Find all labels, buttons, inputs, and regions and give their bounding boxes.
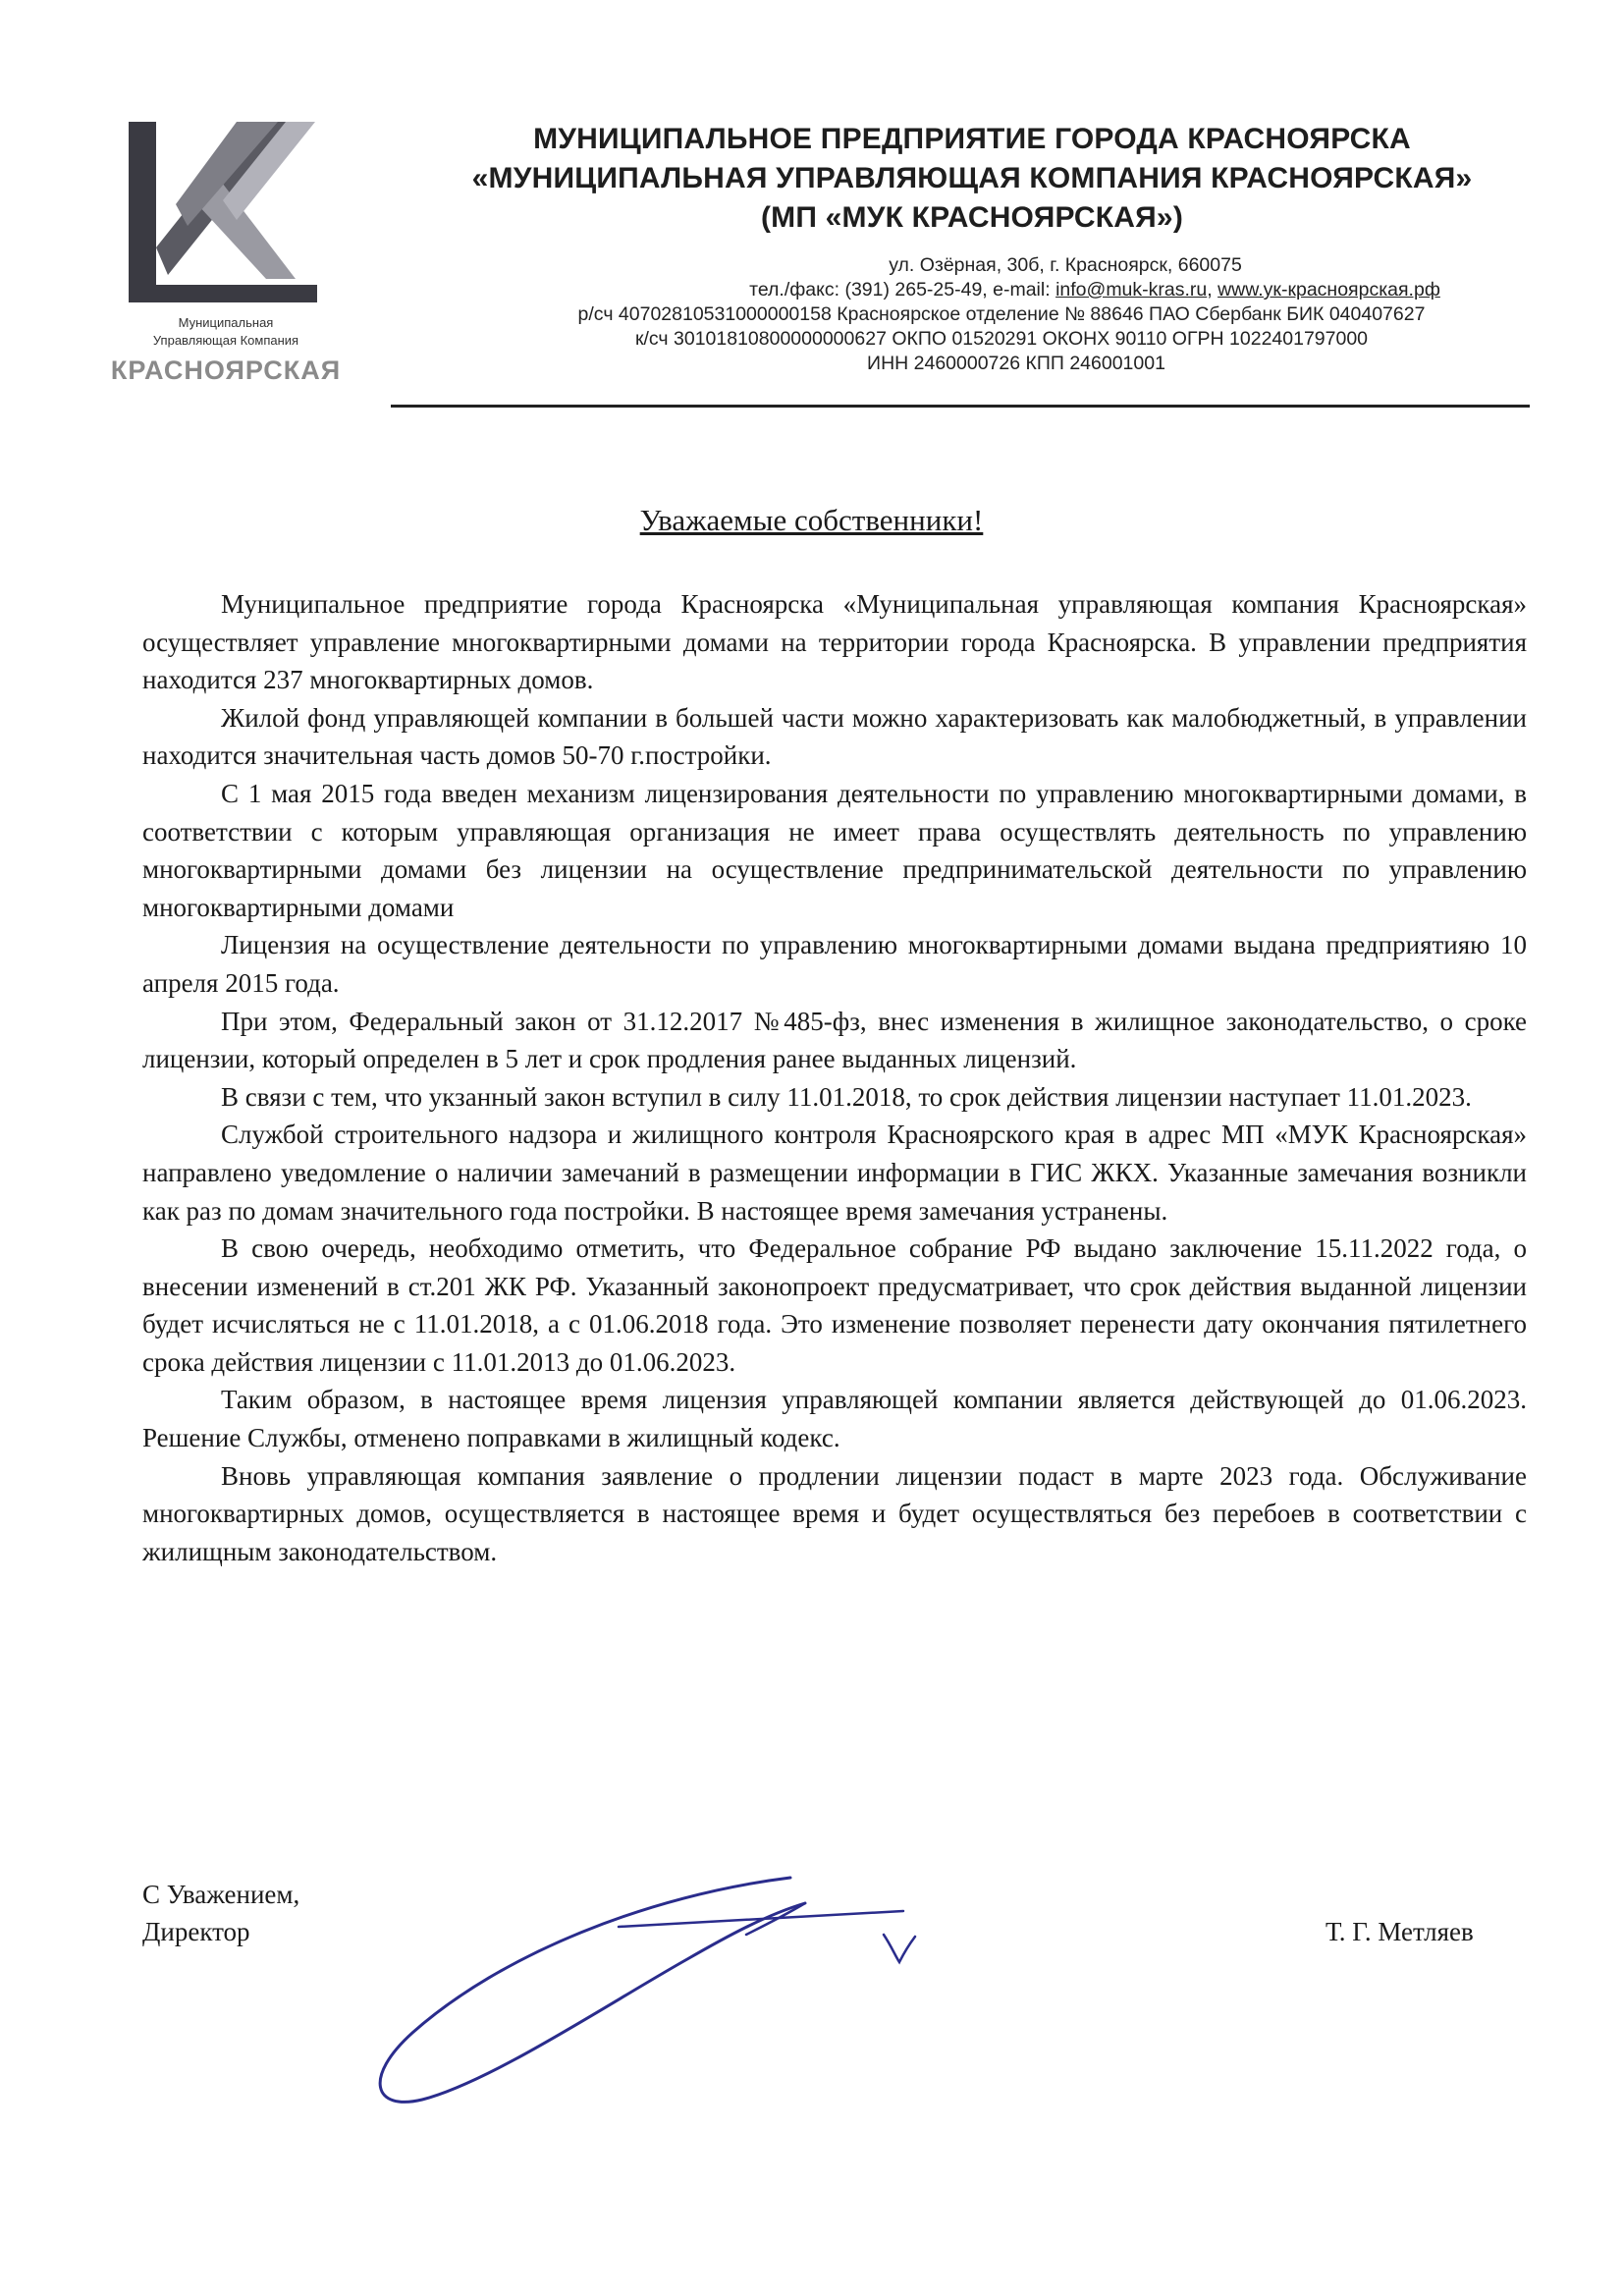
closing-block — [142, 1876, 299, 1950]
contact-separator: , — [1207, 279, 1213, 301]
header-divider — [391, 405, 1530, 408]
letterhead-requisites — [412, 253, 1532, 376]
handwritten-signature — [353, 1866, 1041, 2141]
paragraph: Таким образом, в настоящее время лицензия управляющей компании является действующей до 01.06.2023. Решение Службы, отменено поправками в жилищный кодекс. — [142, 1385, 1527, 1453]
company-logo — [93, 110, 358, 405]
letter-greeting: Уважаемые собственники! — [639, 503, 984, 537]
paragraph: В свою очередь, необходимо отметить, что Федеральное собрание РФ выдано заключение 15.11.2022 года, о внесении изменений в ст.201 ЖК РФ. Указанный законопроект предусматривает, что срок действия выданной лицензии будет исчисляться не с 11.01.2018, а с 01.06.2018 года. Это изменение позволяет перенести дату окончания пятилетнего срока действия лицензии с 11.01.2013 до 01.06.2023. — [142, 1233, 1527, 1377]
closing-phrase: С Уважением, — [142, 1880, 300, 1909]
contact-line — [412, 278, 1532, 302]
signer-name: Т. Г. Метляев — [1325, 1917, 1474, 1946]
paragraph: Лицензия на осуществление деятельности по управлению многоквартирными домами выдана предприятияю 10 апреля 2015 года. — [142, 930, 1527, 998]
uk-monogram-logo — [129, 110, 325, 306]
paragraph: При этом, Федеральный закон от 31.12.2017 №485-фз, внес изменения в жилищное законодательство, о сроке лицензии, который определен в 5 лет и срок продления ранее выданных лицензий. — [142, 1006, 1527, 1074]
paragraph: Муниципальное предприятие города Красноярска «Муниципальная управляющая компания Красноярская» осуществляет управление многоквартирными домами на территории города Красноярска. В управлении предприятия находится 237 многоквартирных домов. — [142, 589, 1527, 695]
address-line: ул. Озёрная, 30б, г. Красноярск, 660075 — [889, 254, 1242, 276]
signer-position: Директор — [142, 1917, 250, 1946]
title-line1: МУНИЦИПАЛЬНОЕ ПРЕДПРИЯТИЕ ГОРОДА КРАСНОЯРСКА — [533, 123, 1411, 155]
paragraph: В связи с тем, что укзанный закон вступил в силу 11.01.2018, то срок действия лицензии наступает 11.01.2023. — [221, 1081, 1472, 1112]
paragraph: Жилой фонд управляющей компании в большей части можно характеризовать как малобюджетный, в управлении находится значительная часть домов 50-70 г.постройки. — [142, 702, 1527, 771]
letter-body — [142, 585, 1527, 1570]
paragraph: С 1 мая 2015 года введен механизм лицензирования деятельности по управлению многоквартирными домами, в соответствии с которым управляющая организация не имеет права осуществлять деятельность по управлению многоквартирными домами без лицензии на осуществление предпринимательской деятельности по управлению многоквартирными домами — [142, 778, 1527, 922]
inn-line: ИНН 2460000726 КПП 246001001 — [867, 353, 1165, 374]
logo-subtitle-line1: Муниципальная — [178, 315, 274, 330]
paragraph: Вновь управляющая компания заявление о продлении лицензии подаст в марте 2023 года. Обслуживание многоквартирных домов, осуществляется в настоящее время и будет осуществляться без перебоев в соответствии с жилищным законодательством. — [142, 1460, 1527, 1566]
title-line3: (МП «МУК КРАСНОЯРСКАЯ») — [760, 201, 1184, 234]
letterhead-title — [412, 120, 1532, 238]
logo-name: КРАСНОЯРСКАЯ — [110, 355, 342, 385]
website-link[interactable]: www.ук-красноярская.рф — [1217, 279, 1440, 301]
corr-account-line: к/сч 30101810800000000627 ОКПО 01520291 ОКОНХ 90110 ОГРН 1022401797000 — [634, 328, 1369, 350]
bank-account-line: р/сч 40702810531000000158 Красноярское отделение № 88646 ПАО Сбербанк БИК 040407627 — [577, 303, 1426, 325]
email-link[interactable]: info@muk-kras.ru — [1055, 279, 1208, 301]
paragraph: Службой строительного надзора и жилищного контроля Красноярского края в адрес МП «МУК Красноярская» направлено уведомление о наличии замечаний в размещении информации в ГИС ЖКХ. Указанные замечания возникли как раз по домам значительного года постройки. В настоящее время замечания устранены. — [142, 1120, 1527, 1226]
phone-text: тел./факс: (391) 265-25-49, e-mail: — [749, 279, 1051, 301]
title-line2: «МУНИЦИПАЛЬНАЯ УПРАВЛЯЮЩАЯ КОМПАНИЯ КРАСНОЯРСКАЯ» — [471, 162, 1473, 194]
logo-subtitle-line2: Управляющая Компания — [152, 333, 299, 348]
